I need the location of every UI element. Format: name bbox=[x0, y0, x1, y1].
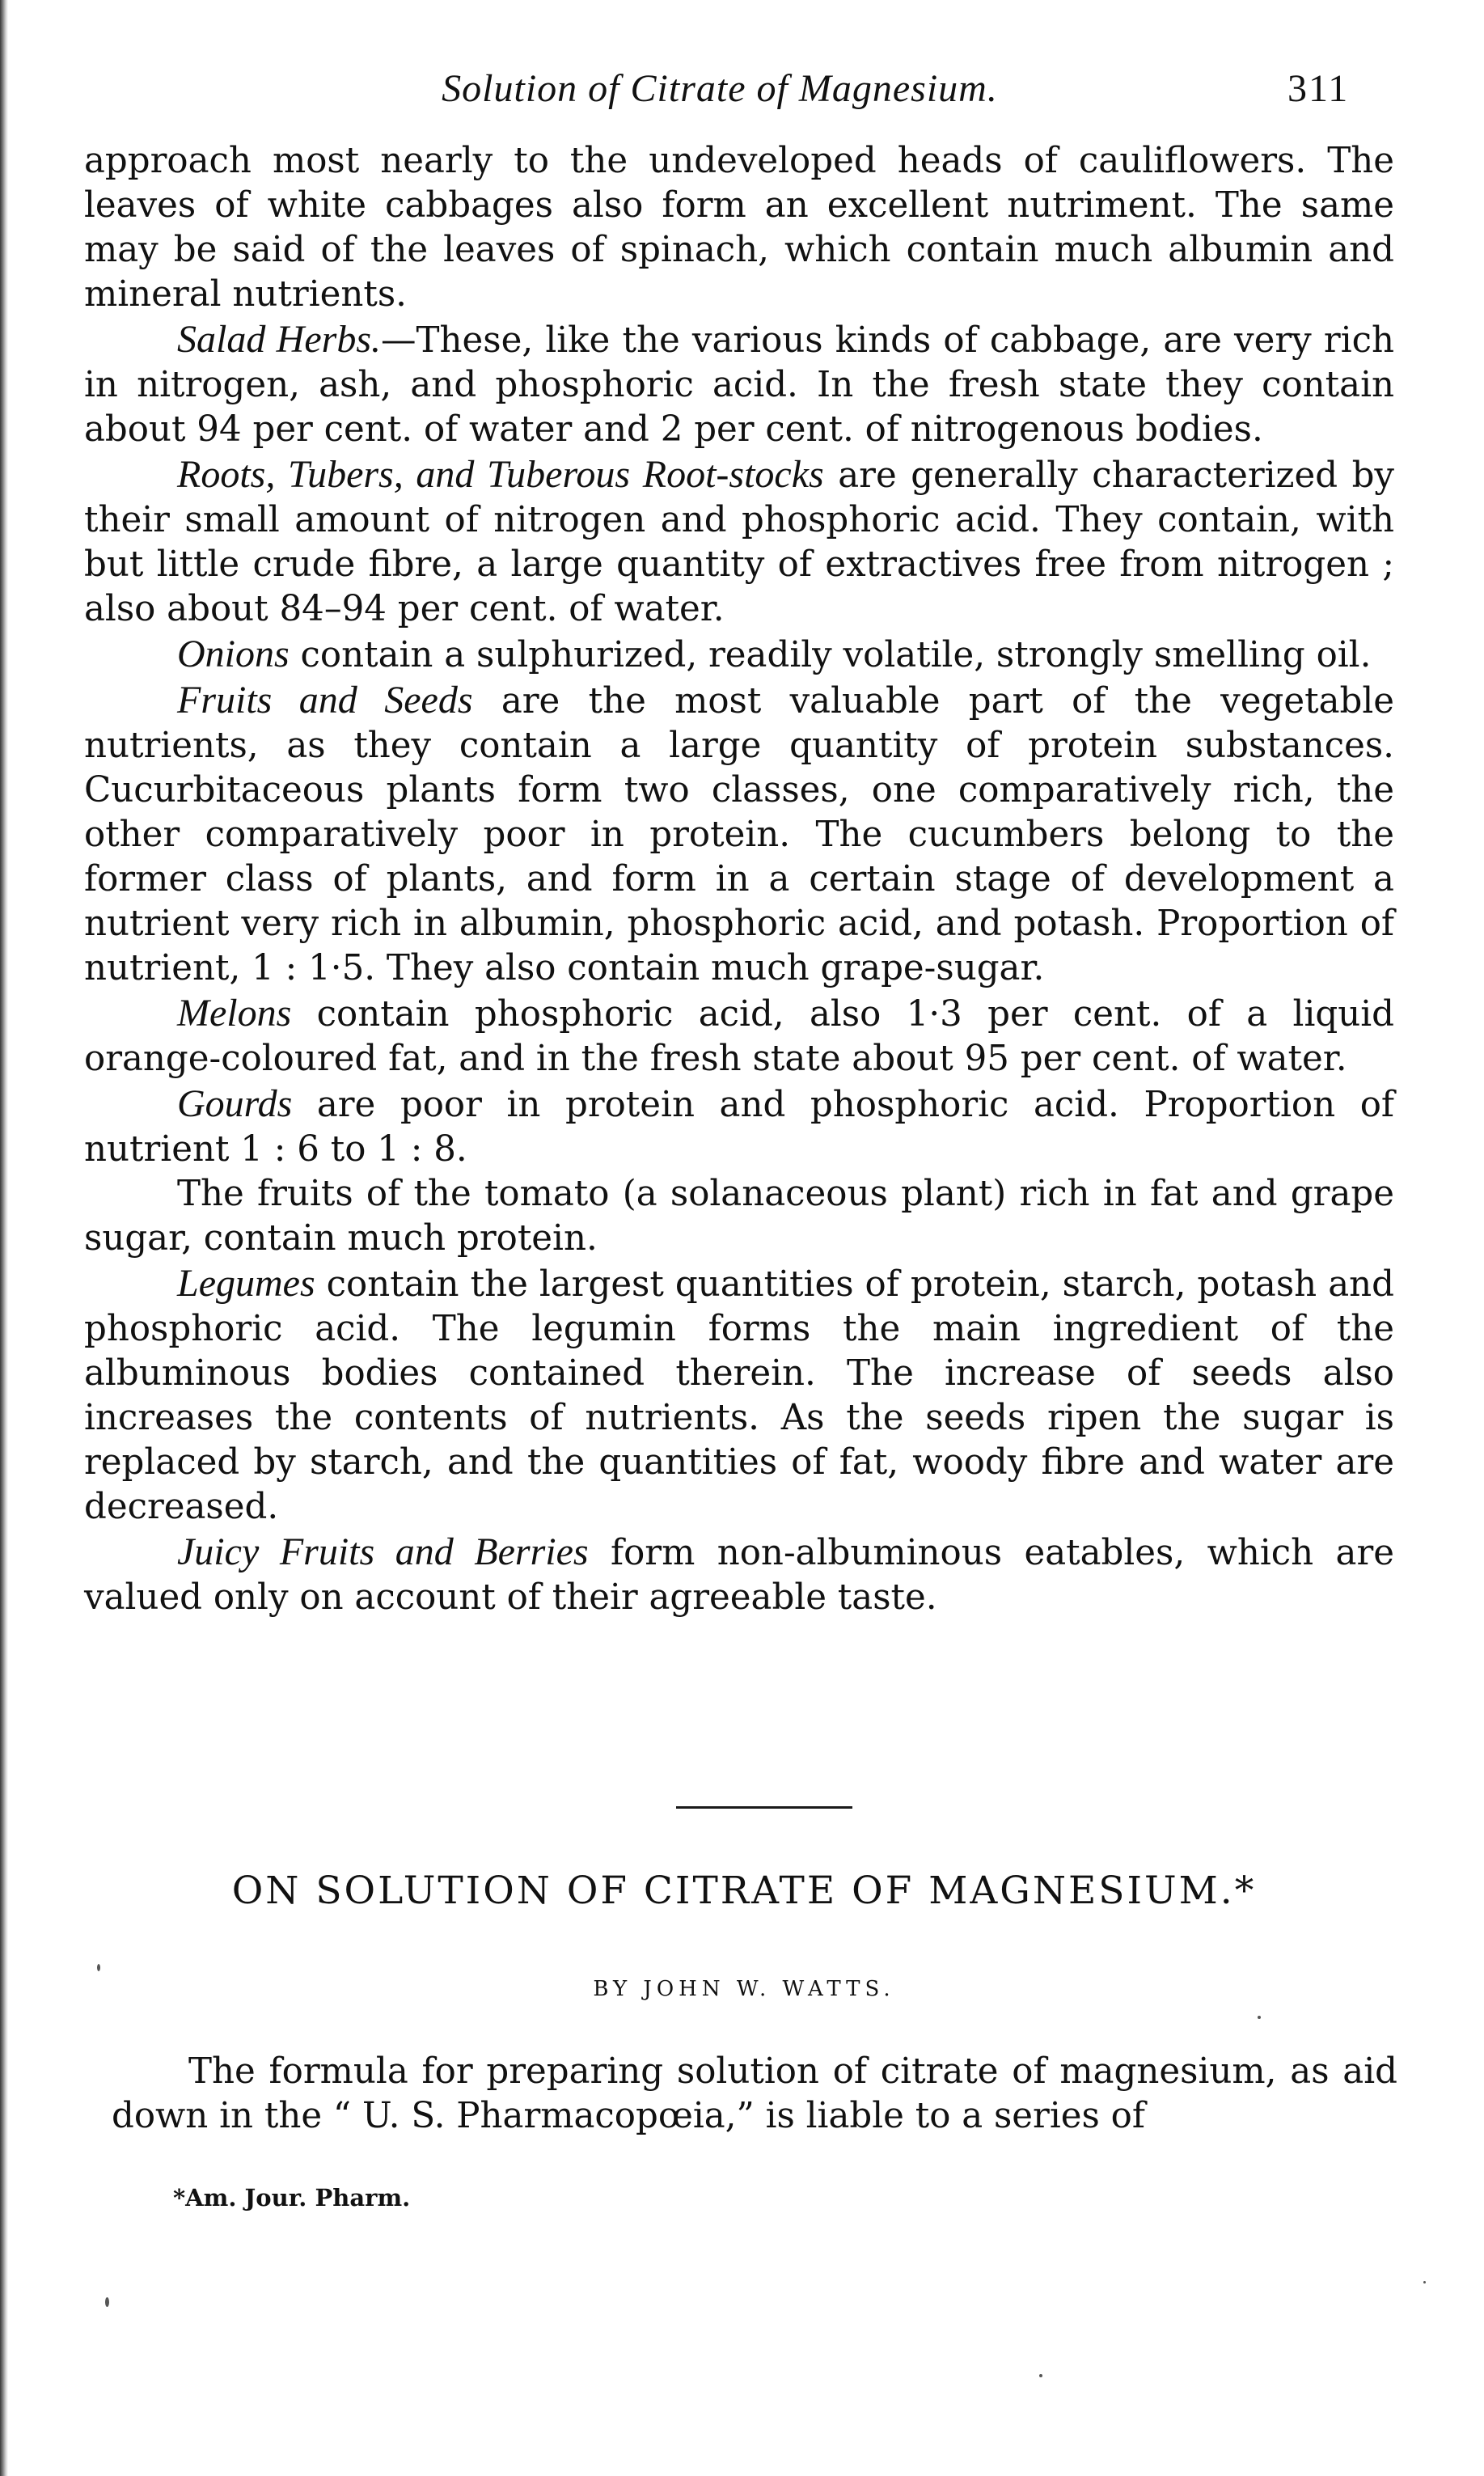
paragraph-fruits-seeds bbox=[84, 678, 1394, 991]
article-title: ON SOLUTION OF CITRATE OF MAGNESIUM.* bbox=[231, 1869, 1257, 1913]
article-text bbox=[112, 2050, 1397, 2139]
footnote: *Am. Jour. Pharm. bbox=[173, 2184, 411, 2211]
heading-juicy-fruits: Juicy Fruits and Berries bbox=[177, 1530, 589, 1573]
heading-melons: Melons bbox=[177, 992, 292, 1035]
paragraph-gourds bbox=[84, 1081, 1394, 1172]
article-paragraph: The formula for preparing solution of citrate of magnesium, as aid down in the “ U. S. Pharmacopœia,” is liable to a series of bbox=[112, 2051, 1397, 2136]
text-onions: contain a sulphurized, readily volatile, strongly smelling oil. bbox=[289, 635, 1372, 675]
heading-roots-tubers: Roots, Tubers, and Tuberous Root-stocks bbox=[177, 453, 824, 496]
heading-onions: Onions bbox=[177, 633, 290, 675]
print-speck bbox=[1258, 2016, 1261, 2019]
text-juicy-fruits: form non-albuminous eatables, which are valued only on account of their agreeable taste. bbox=[84, 1533, 1395, 1618]
heading-salad-herbs: Salad Herbs. bbox=[177, 318, 382, 361]
text-roots-tubers: are generally characterized by their small amount of nitrogen and phosphoric acid. They contain, with but little crude fibre, a large quantity of extractives free from nitrogen ; also about 84–94 per cent. of water. bbox=[84, 455, 1394, 629]
section-divider-rule bbox=[676, 1806, 852, 1809]
text-salad-herbs: —These, like the various kinds of cabbage, are very rich in nitrogen, ash, and phosphoric acid. In the fresh state they contain about 94 per cent. of water and 2 per cent. of nitrogenous bodies. bbox=[84, 320, 1394, 450]
running-head-title: Solution of Citrate of Magnesium. bbox=[442, 67, 998, 110]
heading-gourds: Gourds bbox=[177, 1082, 293, 1125]
paragraph-tomato: The fruits of the tomato (a solanaceous plant) rich in fat and grape sugar, contain much protein. bbox=[84, 1174, 1394, 1259]
body-text bbox=[84, 139, 1394, 1620]
heading-legumes: Legumes bbox=[177, 1262, 315, 1305]
text-gourds: are poor in protein and phosphoric acid. Proportion of nutrient 1 : 6 to 1 : 8. bbox=[84, 1085, 1394, 1170]
print-speck bbox=[1423, 2281, 1426, 2283]
paragraph-juicy-fruits bbox=[84, 1530, 1394, 1620]
paragraph-onions bbox=[84, 632, 1394, 678]
paragraph-cauliflower-cabbage: approach most nearly to the undeveloped heads of cauliflowers. The leaves of white cabbages also form an excellent nutriment. The same may be said of the leaves of spinach, which contain much albumin and mineral nutrients. bbox=[84, 141, 1394, 315]
page-edge-shadow bbox=[0, 0, 8, 2476]
paragraph-salad-herbs bbox=[84, 317, 1394, 452]
page-number: 311 bbox=[1287, 67, 1350, 110]
article-byline: BY JOHN W. WATTS. bbox=[593, 1977, 895, 2001]
text-fruits-seeds: are the most valuable part of the vegetable nutrients, as they contain a large quantity of protein substances. Cucurbitaceous plants form two classes, one comparatively rich, the other comparatively poor in protein. The cucumbers belong to the former class of plants, and form in a certain stage of development a nutrient very rich in albumin, phosphoric acid, and potash. Proportion of nutrient, 1 : 1·5. They also contain much grape-sugar. bbox=[84, 681, 1395, 988]
print-speck bbox=[97, 1964, 100, 1971]
paragraph-roots-tubers bbox=[84, 452, 1394, 632]
paragraph-legumes bbox=[84, 1261, 1394, 1530]
text-legumes: contain the largest quantities of protein, starch, potash and phosphoric acid. The legumin forms the main ingredient of the albuminous bodies contained therein. The increase of seeds also increases the contents of nutrients. As the seeds ripen the sugar is replaced by starch, and the quantities of fat, woody fibre and water are decreased. bbox=[84, 1264, 1394, 1527]
print-speck bbox=[105, 2297, 109, 2307]
print-speck bbox=[1039, 2374, 1042, 2377]
paragraph-melons bbox=[84, 991, 1394, 1081]
heading-fruits-seeds: Fruits and Seeds bbox=[177, 679, 473, 722]
text-melons: contain phosphoric acid, also 1·3 per cent. of a liquid orange-coloured fat, and in the fresh state about 95 per cent. of water. bbox=[84, 994, 1394, 1079]
